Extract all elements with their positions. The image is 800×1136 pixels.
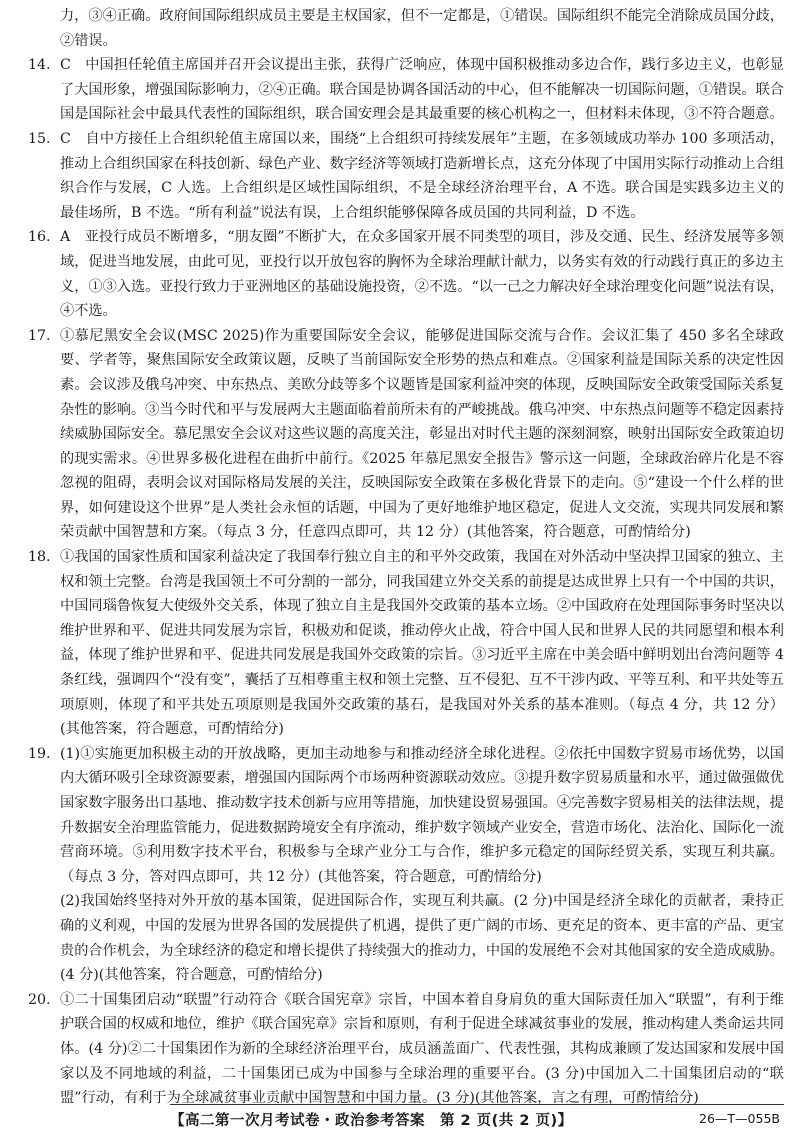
- question-number: 15.: [28, 130, 51, 147]
- question-answer: ①慕尼黑安全会议(MSC 2025)作为重要国际安全会议，能够促进国际交流与合作。会议汇集了 450 多名全球政要、学者等，聚焦国际安全政策议题，反映了当前国际安全形势的热点和难点。②国家利益是国际关系的决定性因素。会议涉及俄乌冲突、中东热点、美欧分歧等多个议题皆是国家利益冲突的体现，反映国际安全政策受国际关系复杂性的影响。③当今时代和平与发展两大主题面临着前所未有的严峻挑战。俄乌冲突、中东热点问题等不稳定因素持续威胁国际安全。慕尼黑安全会议对这些议题的高度关注，彰显出对时代主题的深刻洞察，映射出国际安全政策迫切的现实需求。④世界多极化进程在曲折中前行。《2025 年慕尼黑安全报告》警示这一问题，全球政治碎片化是不容忽视的阻碍，表明会议对国际格局发展的关注，反映国际安全政策在多极化背景下的走向。⑤“建设一个什么样的世界，如何建设这个世界”是人类社会永恒的话题，中国为了更好地维护地区稳定，促进人文交流，实现共同发展和繁荣贡献中国智慧和方案。（每点 3 分，任意四点即可，共 12 分）(其他答案，符合题意，可酌情给分): [60, 327, 784, 541]
- footer-divider: [170, 1104, 784, 1105]
- question-16: [28, 225, 784, 323]
- footer-title: 【高二第一次月考试卷・政治参考答案 第 2 页(共 2 页)】: [170, 1113, 573, 1129]
- intro-paragraph: 力，③④正确。政府间国际组织成员主要是主权国家，但不一定都是，①错误。国际组织不能完全消除成员国分歧，②错误。: [60, 8, 784, 49]
- question-14: [28, 53, 784, 127]
- question-answer: C 自中方接任上合组织轮值主席国以来，围绕“上合组织可持续发展年”主题，在多领域成功举办 100 多项活动，推动上合组织国家在科技创新、绿色产业、数字经济等领域打造新增长点，这充分体现了中国用实际行动推动上合组织合作与发展，C 人选。上合组织是区域性国际组织，不是全球经济治理平台，A 不选。联合国是实践多边主义的最佳场所，B 不选。“所有利益”说法有误，上合组织能够保障各成员国的共同利益，D 不选。: [60, 130, 784, 221]
- question-answer: (1)①实施更加积极主动的开放战略，更加主动地参与和推动经济全球化进程。②依托中国数字贸易市场优势，以国内大循环吸引全球资源要素，增强国内国际两个市场两种资源联动效应。③提升数字贸易质量和水平，通过做强做优国家数字服务出口基地、推动数字技术创新与应用等措施，加快建设贸易强国。④完善数字贸易相关的法律法规，提升数据安全治理监管能力，促进数据跨境安全有序流动，维护数字领域产业安全，营造市场化、法治化、国际化一流营商环境。⑤利用数字技术平台，积极参与全球产业分工与合作，维护多元稳定的国际经贸关系，实现互利共赢。（每点 3 分，答对四点即可，共 12 分）(其他答案，符合题意，可酌情给分): [60, 745, 784, 885]
- document-code: 26—T—055B: [699, 1111, 780, 1126]
- question-17: [28, 324, 784, 545]
- question-number: 14.: [28, 57, 51, 74]
- question-19-part-2: (2)我国始终坚持对外开放的基本国策，促进国际合作，实现互利共赢。(2 分)中国是经济全球化的贡献者，秉持正确的义利观，中国的发展为世界各国的发展提供了机遇，提供了更广阔的市场、更充足的资本、更丰富的产品、更宝贵的合作机会，为全球经济的稳定和增长提供了持续强大的推动力，中国的发展绝不会对其他国家的安全造成威胁。(4 分)(其他答案，符合题意，可酌情给分): [60, 893, 784, 984]
- question-answer: C 中国担任轮值主席国并召开会议提出主张，获得广泛响应，体现中国积极推动多边合作，践行多边主义，也彰显了大国形象，增强国际影响力，②④正确。联合国是协调各国活动的中心，但不能解决一切国际问题，①错误。联合国是国际社会中最具代表性的国际组织，联合国安理会是其最重要的核心机构之一，但材料未体现，③不符合题意。: [60, 57, 784, 123]
- question-15: [28, 127, 784, 225]
- question-answer: ①二十国集团启动“联盟”行动符合《联合国宪章》宗旨，中国本着自身肩负的重大国际责任加入“联盟”，有利于维护联合国的权威和地位，维护《联合国宪章》宗旨和原则，有利于促进全球减贫事业的发展，推动构建人类命运共同体。(4 分)②二十国集团作为新的全球经济治理平台，成员涵盖面广、代表性强，其构成兼顾了发达国家和发展中国家以及不同地域的利益，二十国集团已成为中国参与全球治理的重要平台。(3 分)中国加入二十国集团启动的“联盟”行动，有利于为全球减贫事业贡献中国智慧和中国力量。(3 分)(其他答案，言之有理，可酌情给分): [60, 991, 784, 1107]
- question-number: 16.: [28, 229, 51, 246]
- question-20: [28, 988, 784, 1111]
- page-footer: [0, 1109, 800, 1131]
- question-number: 17.: [28, 327, 51, 344]
- question-answer: A 亚投行成员不断增多，“朋友圈”不断扩大，在众多国家开展不同类型的项目，涉及交通、民生、经济发展等多领域，促进当地发展，由此可见，亚投行以开放包容的胸怀为全球治理献计献力，以务实有效的行动践行真正的多边主义，①③入选。亚投行致力于亚洲地区的基础设施投资，②不选。“以一己之力解决好全球治理变化问题”说法有误，④不选。: [60, 229, 784, 320]
- question-number: 18.: [28, 549, 51, 566]
- question-number: 20.: [28, 991, 51, 1008]
- question-answer: ①我国的国家性质和国家利益决定了我国奉行独立自主的和平外交政策，我国在对外活动中坚决捍卫国家的独立、主权和领土完整。台湾是我国领土不可分割的一部分，同我国建立外交关系的前提是达成世界上只有一个中国的共识，中国同瑙鲁恢复大使级外交关系，体现了独立自主是我国外交政策的基本立场。②中国政府在处理国际事务时坚决以维护世界和平、促进共同发展为宗旨，积极劝和促谈，推动停火止战，符合中国人民和世界人民的共同愿望和根本利益，体现了维护世界和平、促进共同发展是我国外交政策的宗旨。③习近平主席在中美会晤中鲜明划出台湾问题等 4 条红线，强调四个“没有变”，囊括了互相尊重主权和领土完整、互不侵犯、互不干涉内政、平等互利、和平共处等五项原则，体现了和平共处五项原则是我国外交政策的基石，是我国对外关系的基本准则。（每点 4 分，共 12 分）(其他答案，符合题意，可酌情给分): [60, 549, 784, 738]
- answer-content: [28, 4, 784, 1111]
- question-18: [28, 545, 784, 742]
- question-number: 19.: [28, 745, 51, 762]
- question-19: [28, 742, 784, 890]
